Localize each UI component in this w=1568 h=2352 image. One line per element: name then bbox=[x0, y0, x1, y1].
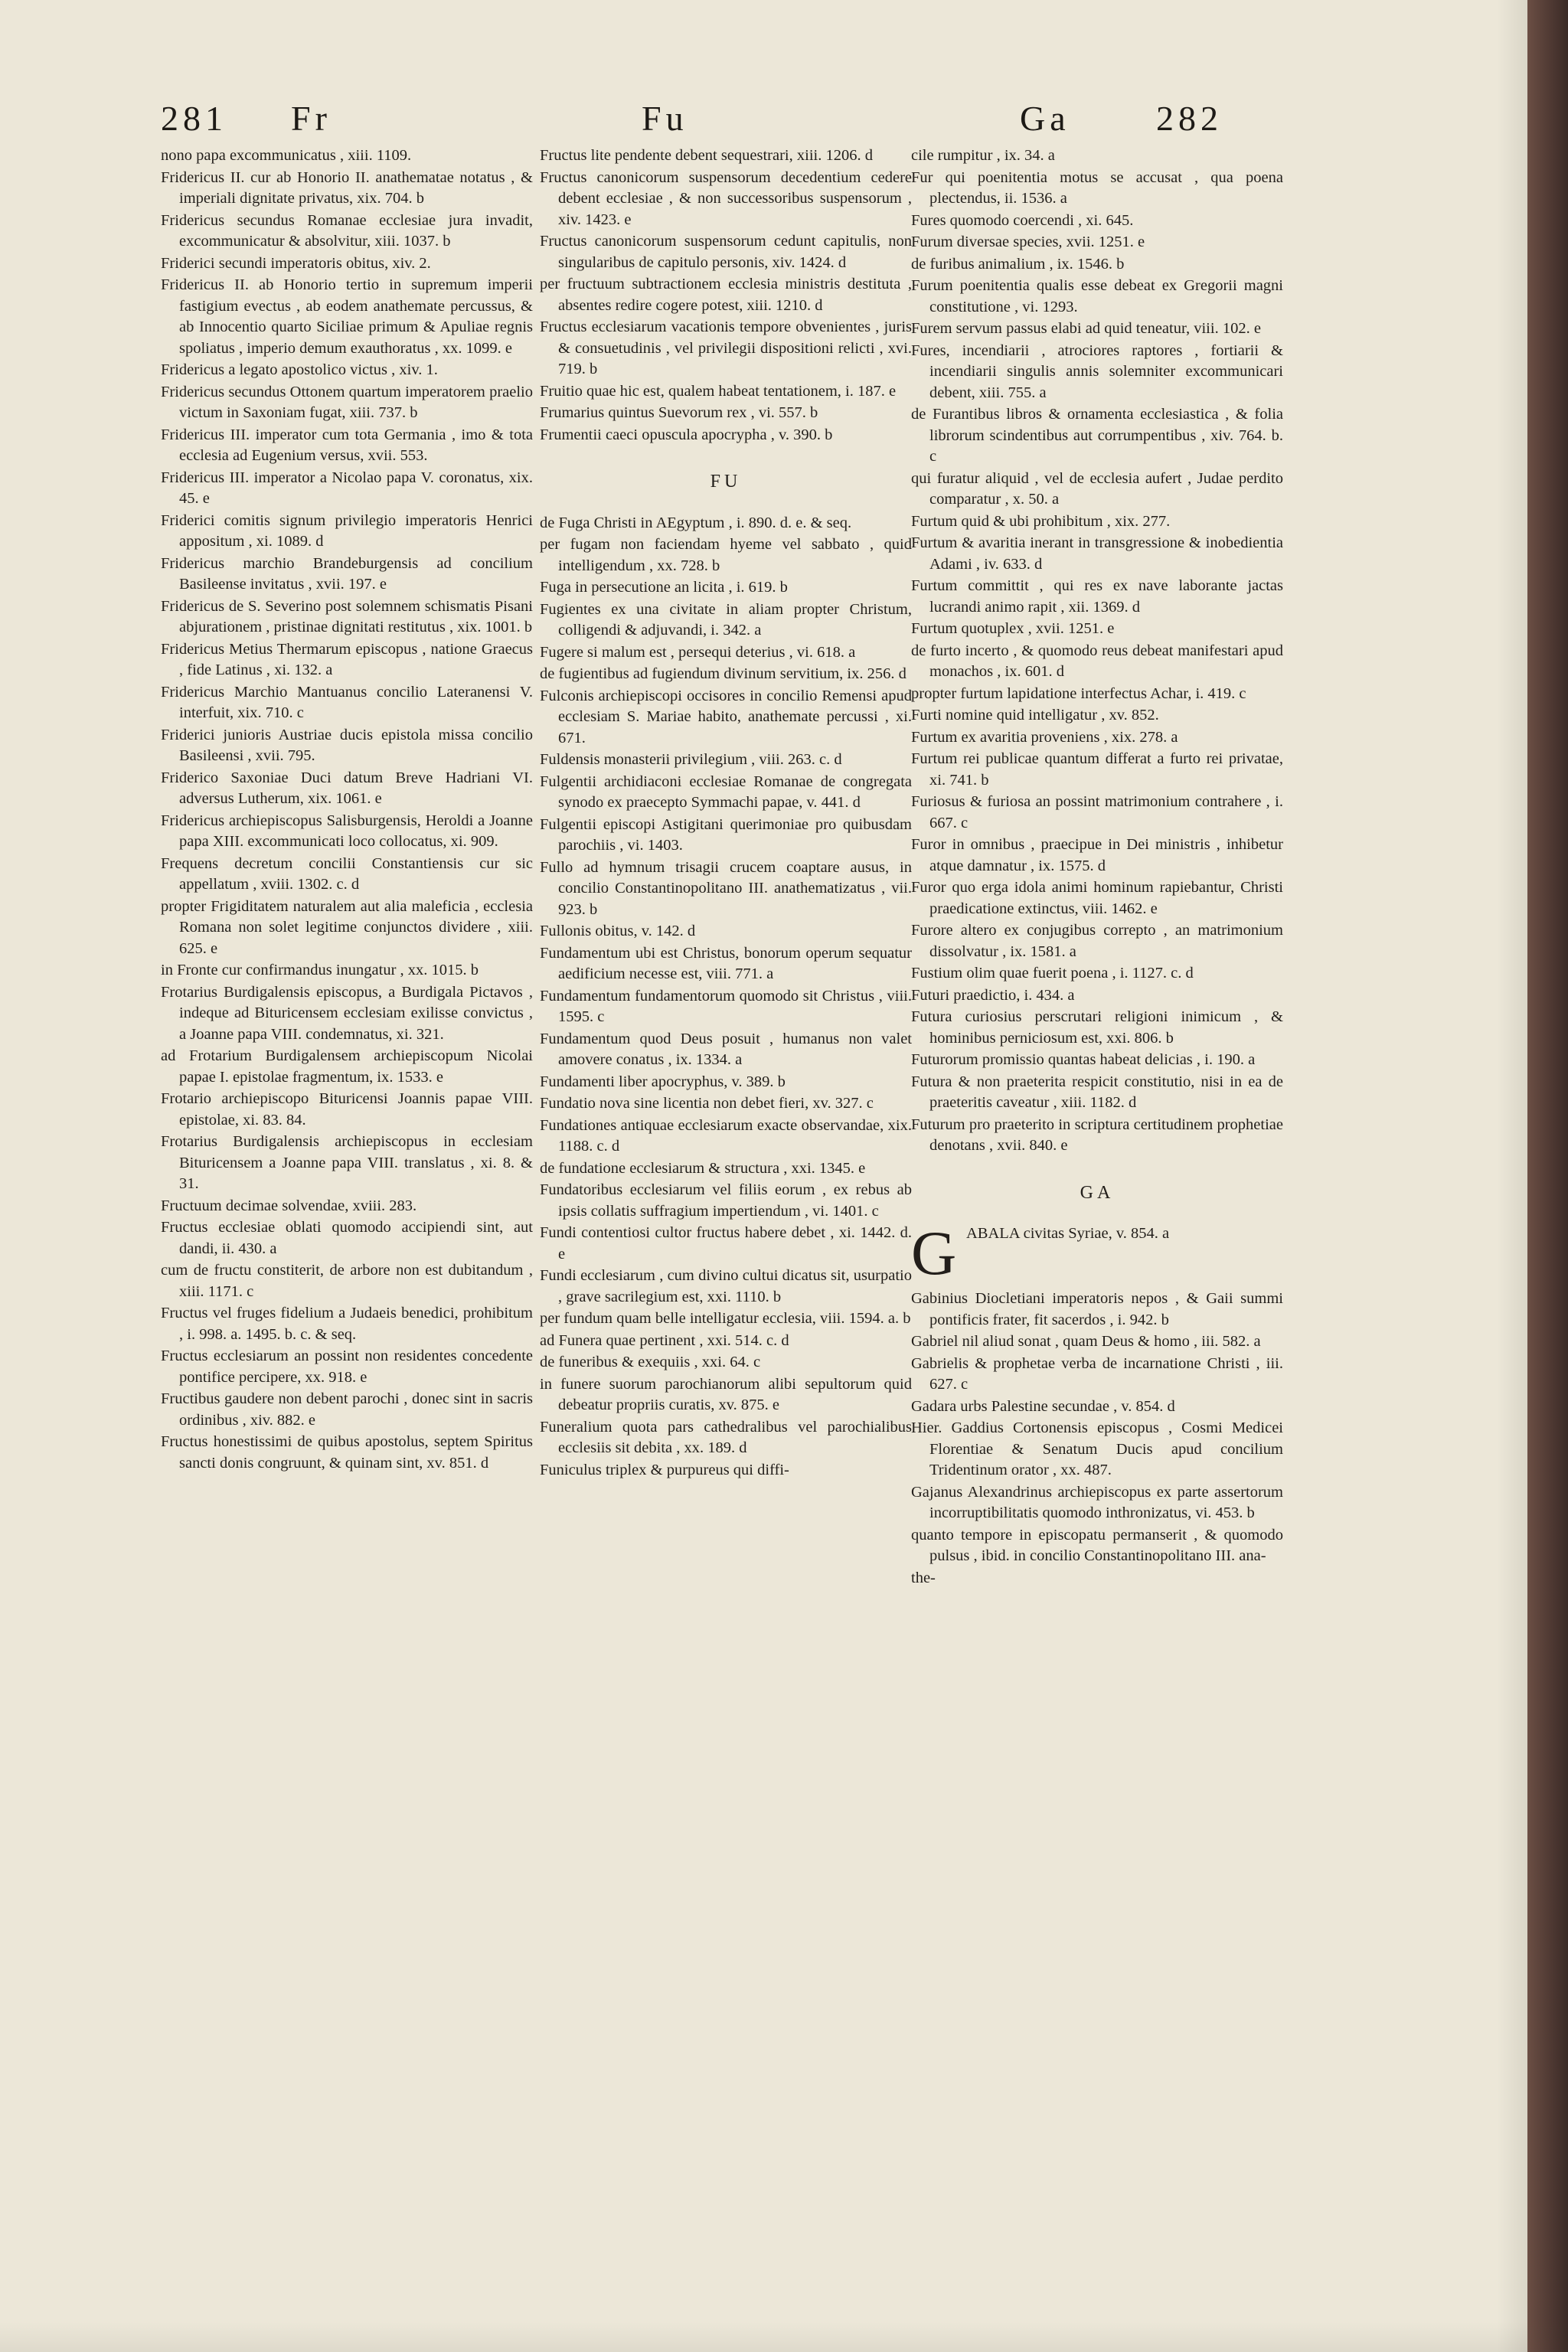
index-entry: Fridericus Marchio Mantuanus concilio Lateranensi V. interfuit, xix. 710. c bbox=[161, 683, 533, 721]
index-entry: Fructus honestissimi de quibus apostolus, septem Spiritus sancti donis congruunt, & quinam sint, xv. 851. d bbox=[161, 1433, 533, 1472]
index-entry: per fugam non faciendam hyeme vel sabbato , quid intelligendum , xx. 728. b bbox=[540, 536, 912, 574]
index-entry: Fructus lite pendente debent sequestrari, xiii. 1206. d bbox=[540, 147, 873, 164]
index-entry: Frequens decretum concilii Constantiensis cur sic appellatum , xviii. 1302. c. d bbox=[161, 854, 533, 893]
index-entry: Furum diversae species, xvii. 1251. e bbox=[911, 234, 1145, 250]
page-number-right: 282 bbox=[1156, 99, 1223, 138]
index-entry: Fridericus a legato apostolico victus , xiv. 1. bbox=[161, 361, 438, 378]
index-entry: Fructus ecclesiae oblati quomodo accipiendi sint, aut dandi, ii. 430. a bbox=[161, 1219, 533, 1257]
index-entry: in Fronte cur confirmandus inungatur , xx. 1015. b bbox=[161, 962, 479, 978]
index-column-3 bbox=[911, 145, 1283, 2320]
index-entry: Fridericus III. imperator a Nicolao papa V. coronatus, xix. 45. e bbox=[161, 469, 533, 507]
index-entry: the- bbox=[911, 1569, 936, 1586]
index-entry-text: ABALA civitas Syriae, v. 854. a bbox=[966, 1225, 1170, 1242]
index-entry: Fructibus gaudere non debent parochi , donec sint in sacris ordinibus , xiv. 882. e bbox=[161, 1390, 533, 1429]
index-entry: Fugere si malum est , persequi deterius , vi. 618. a bbox=[540, 643, 856, 661]
index-column-2 bbox=[540, 145, 912, 2320]
index-entry: ad Frotarium Burdigalensem archiepiscopum Nicolai papae I. epistolae fragmentum, ix. 1533. e bbox=[161, 1047, 533, 1086]
index-entry: Futura & non praeterita respicit constitutio, nisi in ea de praeteritis caveatur , xiii. 1182. d bbox=[911, 1073, 1283, 1111]
index-entry: Fulgentii episcopi Astigitani querimoniae pro quibusdam parochiis , vi. 1403. bbox=[540, 815, 912, 854]
index-entry: Fuldensis monasterii privilegium , viii. 263. c. d bbox=[540, 751, 842, 768]
index-entry: de fundatione ecclesiarum & structura , xxi. 1345. e bbox=[540, 1159, 866, 1177]
running-header bbox=[161, 98, 1225, 144]
index-entry: Fuga in persecutione an licita , i. 619. b bbox=[540, 579, 788, 596]
index-entry: Fundamentum ubi est Christus, bonorum operum sequatur aedificium necesse est, viii. 771. a bbox=[540, 944, 912, 982]
index-entry: Gabriel nil aliud sonat , quam Deus & homo , iii. 582. a bbox=[911, 1333, 1261, 1350]
index-entry: Fustium olim quae fuerit poena , i. 1127. c. d bbox=[911, 965, 1194, 982]
index-entry: Fundationes antiquae ecclesiarum exacte observandae, xix. 1188. c. d bbox=[540, 1116, 912, 1155]
index-entry: Fundatio nova sine licentia non debet fieri, xv. 327. c bbox=[540, 1095, 874, 1112]
index-entry: de fugientibus ad fugiendum divinum servitium, ix. 256. d bbox=[540, 665, 906, 682]
index-entry: de furibus animalium , ix. 1546. b bbox=[911, 255, 1125, 273]
page-shadow bbox=[0, 2321, 1527, 2352]
index-entry: Furtum rei publicae quantum differat a furto rei privatae, xi. 741. b bbox=[911, 750, 1283, 789]
index-entry: Funiculus triplex & purpureus qui diffi- bbox=[540, 1461, 789, 1478]
index-entry: Frotario archiepiscopo Bituricensi Joannis papae VIII. epistolae, xi. 83. 84. bbox=[161, 1090, 533, 1129]
index-entry: cum de fructu constiterit, de arbore non est dubitandum , xiii. 1171. c bbox=[161, 1262, 533, 1300]
index-entry: qui furatur aliquid , vel de ecclesia aufert , Judae perdito comparatur , x. 50. a bbox=[911, 469, 1283, 508]
index-entry: Futuri praedictio, i. 434. a bbox=[911, 986, 1075, 1004]
index-entry: Frumarius quintus Suevorum rex , vi. 557. b bbox=[540, 404, 818, 421]
index-entry: Gabinius Diocletiani imperatoris nepos , & Gaii summi pontificis frater, fit sacerdos , i. 942. b bbox=[911, 1290, 1283, 1328]
index-entry: Furor in omnibus , praecipue in Dei ministris , inhibetur atque damnatur , ix. 1575. d bbox=[911, 836, 1283, 874]
index-entry: per fructuum subtractionem ecclesia ministris destituta , absentes redire cogere potest, xiii. 1210. d bbox=[540, 276, 912, 314]
section-heading: FU bbox=[710, 472, 742, 492]
index-entry: Fundi ecclesiarum , cum divino cultui dicatus sit, usurpatio , grave sacrilegium est, xxi. 1110. b bbox=[540, 1267, 912, 1305]
index-entry: Friderici junioris Austriae ducis epistola missa concilio Basileensi , xvii. 795. bbox=[161, 726, 533, 764]
index-entry: de furto incerto , & quomodo reus debeat manifestari apud monachos , ix. 601. d bbox=[911, 642, 1283, 680]
drop-cap-letter: G bbox=[911, 1218, 957, 1288]
index-entry: Fullonis obitus, v. 142. d bbox=[540, 923, 696, 939]
index-entry: Furore altero ex conjugibus correpto , an matrimonium dissolvatur , ix. 1581. a bbox=[911, 922, 1283, 960]
index-entry: Fures, incendiarii , atrociores raptores , fortiarii & incendiarii singulis annis solemniter excommunicari debent, xiii. 755. a bbox=[911, 341, 1283, 401]
index-entry: Fridericus II. cur ab Honorio II. anathematae notatus , & imperiali dignitate privatus, xix. 704. b bbox=[161, 168, 533, 207]
index-entry: Fructus vel fruges fidelium a Judaeis benedici, prohibitum , i. 998. a. 1495. b. c. & seq. bbox=[161, 1305, 533, 1343]
index-entry: Furtum & avaritia inerant in transgressione & inobedientia Adami , iv. 633. d bbox=[911, 534, 1283, 573]
index-entry: ad Funera quae pertinent , xxi. 514. c. d bbox=[540, 1331, 789, 1349]
index-entry: Fulconis archiepiscopi occisores in concilio Remensi apud ecclesiam S. Mariae habito, anathemate percussi , xi. 671. bbox=[540, 687, 912, 746]
index-entry: Friderico Saxoniae Duci datum Breve Hadriani VI. adversus Lutherum, xix. 1061. e bbox=[161, 769, 533, 807]
index-entry: Fridericus archiepiscopus Salisburgensis, Heroldi a Joanne papa XIII. excommunicati loco collocatus, xi. 909. bbox=[161, 812, 533, 850]
index-entry-dropcap bbox=[911, 1218, 1283, 1288]
index-entry: nono papa excommunicatus , xiii. 1109. bbox=[161, 147, 412, 164]
index-entry: Fridericus II. ab Honorio tertio in supremum imperii fastigium evectus , ab eodem anathemate percussus, & ab Innocentio quarto Siciliae primum & Apuliae regnis spoliatus , imperio demum exauthoratus , xx. 1099. e bbox=[161, 276, 533, 357]
index-entry: propter Frigiditatem naturalem aut alia maleficia , ecclesia Romana non solet legitime conjunctos dividere , xiii. 625. e bbox=[161, 897, 533, 957]
index-entry: Fridericus secundus Ottonem quartum imperatorem praelio victum in Saxoniam fugat, xiii. 737. b bbox=[161, 383, 533, 421]
index-entry: Gabrielis & prophetae verba de incarnatione Christi , iii. 627. c bbox=[911, 1354, 1283, 1393]
index-entry: Fructus canonicorum suspensorum decedentium cedere debent ecclesiae , & non successoribus suspensorum , xiv. 1423. e bbox=[540, 168, 912, 228]
index-entry: Furtum quotuplex , xvii. 1251. e bbox=[911, 620, 1115, 637]
index-entry: de Furantibus libros & ornamenta ecclesiastica , & folia librorum scindentibus aut corrumpentibus , xiv. 764. b. c bbox=[911, 406, 1283, 465]
header-letters-right: Ga bbox=[1020, 99, 1070, 138]
index-entry: Fundamenti liber apocryphus, v. 389. b bbox=[540, 1073, 786, 1090]
index-entry: Gajanus Alexandrinus archiepiscopus ex parte assertorum incorruptibilitatis quomodo inthronizatus, vi. 453. b bbox=[911, 1483, 1283, 1521]
index-entry: Fullo ad hymnum trisagii crucem coaptare ausus, in concilio Constantinopolitano III. anathematizatus , vii. 923. b bbox=[540, 858, 912, 918]
index-entry: Hier. Gaddius Cortonensis episcopus , Cosmi Medicei Florentiae & Senatum Ducis apud concilium Tridentinum orator , xx. 487. bbox=[911, 1419, 1283, 1478]
index-entry: Fridericus Metius Thermarum episcopus , natione Graecus , fide Latinus , xi. 132. a bbox=[161, 640, 533, 678]
header-letters-center: Fu bbox=[642, 99, 688, 138]
index-entry: Fundatoribus ecclesiarum vel filiis eorum , ex rebus ab ipsis collatis suffragium impertiendum , vi. 1401. c bbox=[540, 1181, 912, 1220]
index-entry: Frotarius Burdigalensis episcopus, a Burdigala Pictavos , indeque ad Bituricensem ecclesiam exilisse convictus , a Joanne papa VIII. condemnatus, xi. 321. bbox=[161, 983, 533, 1043]
index-entry: Fruitio quae hic est, qualem habeat tentationem, i. 187. e bbox=[540, 382, 897, 400]
index-entry: de funeribus & exequiis , xxi. 64. c bbox=[540, 1354, 761, 1370]
index-entry: Frumentii caeci opuscula apocrypha , v. 390. b bbox=[540, 426, 833, 443]
index-entry: Fundamentum fundamentorum quomodo sit Christus , viii. 1595. c bbox=[540, 987, 912, 1025]
index-entry: Funeralium quota pars cathedralibus vel parochialibus ecclesiis sit debita , xx. 189. d bbox=[540, 1418, 912, 1456]
index-entry: Futurum pro praeterito in scriptura certitudinem prophetiae denotans , xvii. 840. e bbox=[911, 1116, 1283, 1154]
index-entry: propter furtum lapidatione interfectus Achar, i. 419. c bbox=[911, 684, 1246, 702]
index-entry: Furiosus & furiosa an possint matrimonium contrahere , i. 667. c bbox=[911, 793, 1283, 831]
index-entry: Gadara urbs Palestine secundae , v. 854. d bbox=[911, 1397, 1175, 1415]
index-entry: Fugientes ex una civitate in aliam propter Christum, colligendi & adjuvandi, i. 342. a bbox=[540, 600, 912, 639]
index-entry: Fructus ecclesiarum an possint non residentes concedente pontifice percipere, xx. 918. e bbox=[161, 1348, 533, 1386]
index-entry: Furtum ex avaritia proveniens , xix. 278. a bbox=[911, 728, 1178, 746]
index-entry: Futurorum promissio quantas habeat delicias , i. 190. a bbox=[911, 1051, 1256, 1068]
book-edge bbox=[1527, 0, 1568, 2352]
page-number-left: 281 bbox=[161, 99, 227, 138]
section-heading: GA bbox=[1080, 1182, 1115, 1203]
index-entry: de Fuga Christi in AEgyptum , i. 890. d. e. & seq. bbox=[540, 514, 852, 531]
index-entry: Friderici comitis signum privilegio imperatoris Henrici appositum , xi. 1089. d bbox=[161, 511, 533, 550]
index-entry: Furor quo erga idola animi hominum rapiebantur, Christi praedicatione extinctus, viii. 1462. e bbox=[911, 879, 1283, 917]
index-entry: Fundamentum quod Deus posuit , humanus non valet amovere conatus , ix. 1334. a bbox=[540, 1030, 912, 1068]
index-entry: Futura curiosius perscrutari religioni inimicum , & hominibus perniciosum est, xxi. 806. b bbox=[911, 1008, 1283, 1047]
header-letters-left: Fr bbox=[291, 99, 332, 138]
index-entry: Fructus canonicorum suspensorum cedunt capitulis, non singularibus de capitulo personis, xiv. 1424. d bbox=[540, 233, 912, 271]
index-entry: in funere suorum parochianorum alibi sepultorum quid debeatur propriis curatis, xv. 875. e bbox=[540, 1375, 912, 1413]
index-entry: Furem servum passus elabi ad quid teneatur, viii. 102. e bbox=[911, 320, 1261, 337]
index-entry: Furtum committit , qui res ex nave laborante jactas lucrandi animo rapit , xii. 1369. d bbox=[911, 577, 1283, 616]
index-entry: Furti nomine quid intelligatur , xv. 852. bbox=[911, 707, 1159, 724]
index-entry: Frotarius Burdigalensis archiepiscopus in ecclesiam Bituricensem a Joanne papa VIII. translatus , xi. 8. & 31. bbox=[161, 1133, 533, 1192]
index-entry: cile rumpitur , ix. 34. a bbox=[911, 147, 1055, 164]
index-entry: Furum poenitentia qualis esse debeat ex Gregorii magni constitutione , vi. 1293. bbox=[911, 277, 1283, 315]
index-entry: Fructuum decimae solvendae, xviii. 283. bbox=[161, 1197, 417, 1214]
index-entry: per fundum quam belle intelligatur ecclesia, viii. 1594. a. b bbox=[540, 1310, 911, 1327]
index-entry: Fructus ecclesiarum vacationis tempore obvenientes , juris & consuetudinis , vel privilegii dispositioni relicti , xvi. 719. b bbox=[540, 318, 912, 377]
index-entry: Friderici secundi imperatoris obitus, xiv. 2. bbox=[161, 254, 431, 272]
index-entry: Fridericus secundus Romanae ecclesiae jura invadit, excommunicatur & absolvitur, xiii. 1037. b bbox=[161, 211, 533, 250]
index-entry: Fur qui poenitentia motus se accusat , qua poena plectendus, ii. 1536. a bbox=[911, 168, 1283, 207]
index-entry: Fridericus de S. Severino post solemnem schismatis Pisani abjurationem , pristinae dignitati restitutus , xix. 1001. b bbox=[161, 597, 533, 635]
index-entry: Fridericus marchio Brandeburgensis ad concilium Basileense invitatus , xvii. 197. e bbox=[161, 554, 533, 593]
index-entry: quanto tempore in episcopatu permanserit , & quomodo pulsus , ibid. in concilio Constantinopolitano III. ana- bbox=[911, 1526, 1283, 1564]
index-column-1 bbox=[161, 145, 533, 2320]
index-entry: Fulgentii archidiaconi ecclesiae Romanae de congregata synodo ex praecepto Symmachi papae, v. 441. d bbox=[540, 773, 912, 811]
index-entry: Fures quomodo coercendi , xi. 645. bbox=[911, 211, 1134, 229]
index-entry: Fundi contentiosi cultor fructus habere debet , xi. 1442. d. e bbox=[540, 1224, 912, 1263]
index-entry: Furtum quid & ubi prohibitum , xix. 277. bbox=[911, 512, 1171, 530]
index-entry: Fridericus III. imperator cum tota Germania , imo & tota ecclesia ad Eugenium versus, xvii. 553. bbox=[161, 426, 533, 464]
